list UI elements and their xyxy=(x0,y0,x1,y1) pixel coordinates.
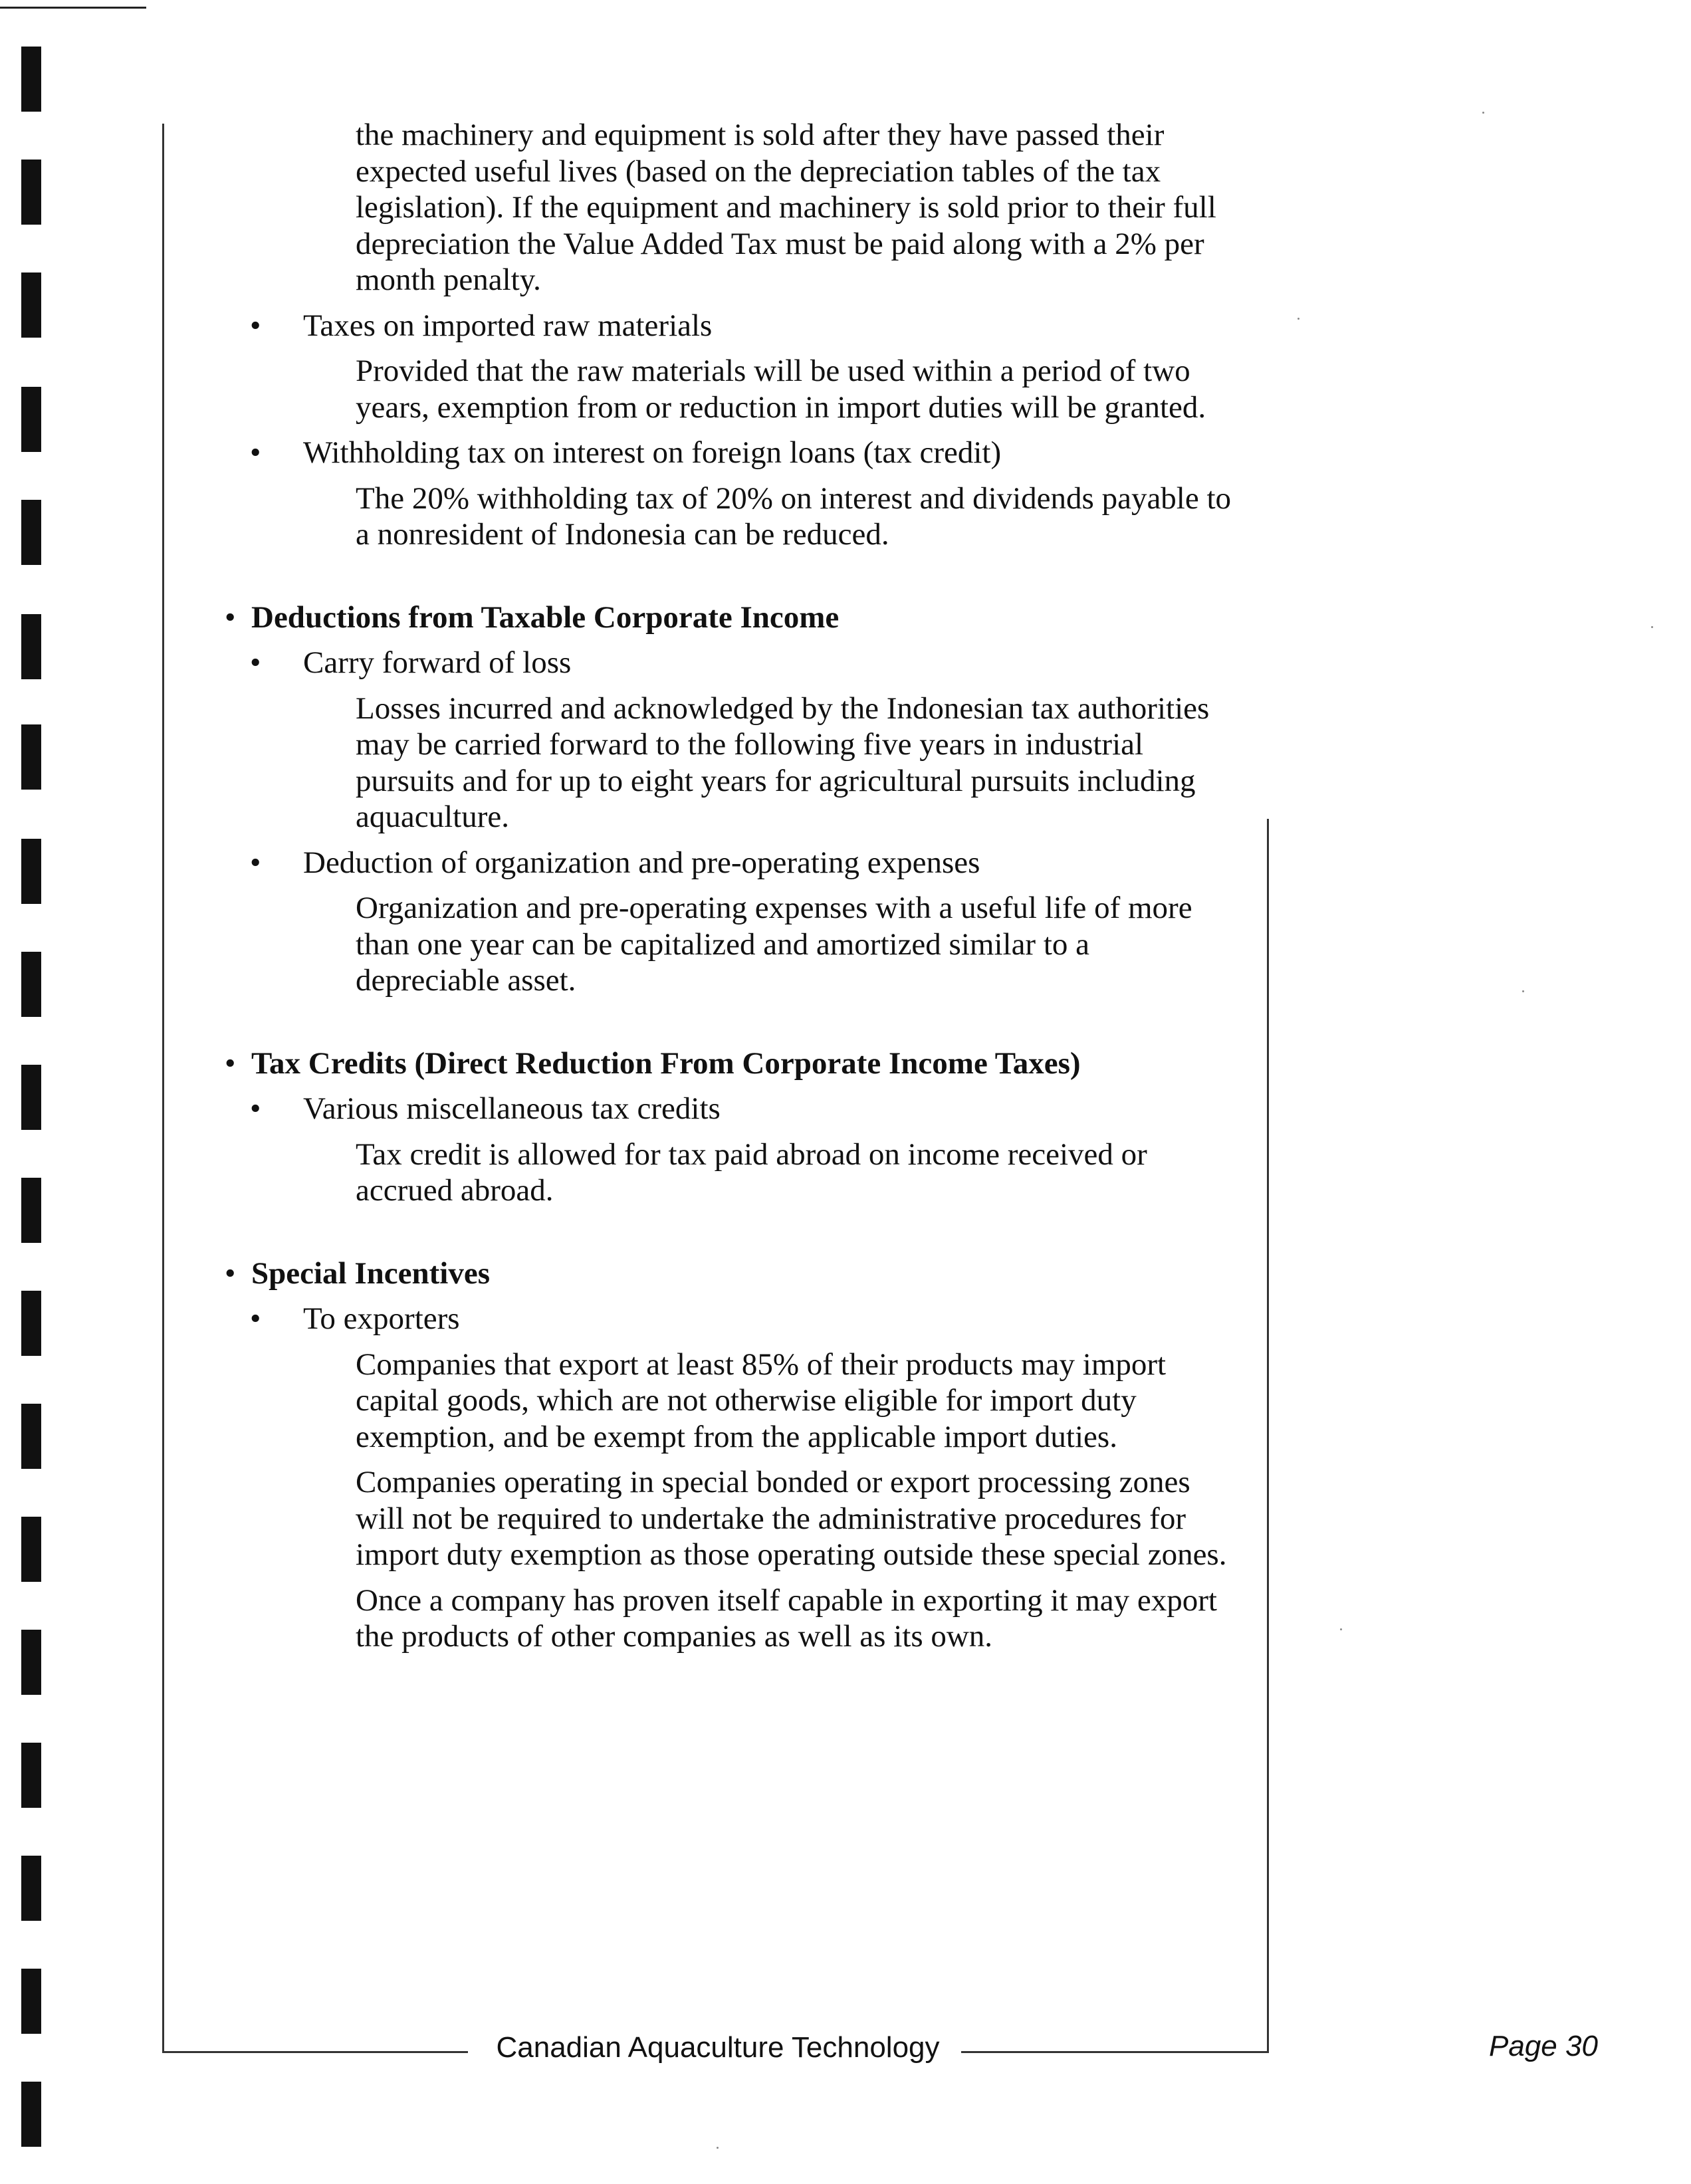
sub-item-title xyxy=(250,1091,1691,1127)
section-heading xyxy=(225,1045,1691,1082)
body-paragraph: Losses incurred and acknowledged by the Indonesian tax authorities may be carried forward to the following five years in industrial pursuits and for up to eight years for agricultural pursuits including aquaculture. xyxy=(356,691,1210,834)
page-number: Page 30 xyxy=(1489,2030,1598,2062)
bullet-icon: • xyxy=(225,1045,236,1081)
sub-item-label: Deduction of organization and pre-operating expenses xyxy=(303,845,980,880)
sub-item-title xyxy=(250,308,1691,344)
binding-mark xyxy=(21,1743,41,1808)
scan-speck xyxy=(1522,990,1524,992)
section-heading-label: Deductions from Taxable Corporate Income xyxy=(251,600,840,635)
sub-item-label: Taxes on imported raw materials xyxy=(303,308,713,343)
bullet-icon: • xyxy=(250,435,261,470)
sub-item-label: Withholding tax on interest on foreign loans (tax credit) xyxy=(303,435,1002,470)
sub-item-label: Various miscellaneous tax credits xyxy=(303,1091,721,1126)
section-heading xyxy=(225,1256,1691,1292)
body-paragraph: Provided that the raw materials will be used within a period of two years, exemption from or reduction in import duties will be granted. xyxy=(356,354,1206,425)
body-paragraph: Tax credit is allowed for tax paid abroad on income received or accrued abroad. xyxy=(356,1137,1147,1208)
body-paragraph: Companies operating in special bonded or export processing zones will not be required to undertake the administrative procedures for import duty exemption as those operating outside these special zones. xyxy=(356,1465,1227,1572)
bullet-icon: • xyxy=(250,1301,261,1336)
sub-item-title xyxy=(250,435,1691,471)
bullet-icon: • xyxy=(250,645,261,680)
scan-speck xyxy=(1297,318,1299,320)
body-paragraph: Once a company has proven itself capable in exporting it may export the products of other companies as well as its own. xyxy=(356,1583,1217,1654)
scan-speck xyxy=(1651,626,1653,628)
footer-title: Canadian Aquaculture Technology xyxy=(496,2031,940,2064)
bullet-icon: • xyxy=(250,308,261,343)
body-paragraph: The 20% withholding tax of 20% on interest and dividends payable to a nonresident of Indonesia can be reduced. xyxy=(356,481,1232,552)
binding-mark xyxy=(21,1856,41,1921)
section-heading-label: Tax Credits (Direct Reduction From Corporate Income Taxes) xyxy=(251,1045,1081,1081)
bullet-icon: • xyxy=(225,600,236,635)
bullet-icon: • xyxy=(250,1091,261,1126)
page-content xyxy=(0,117,1691,1664)
section-heading-label: Special Incentives xyxy=(251,1256,491,1291)
bullet-icon: • xyxy=(225,1256,236,1291)
sub-item-label: Carry forward of loss xyxy=(303,645,572,680)
sub-item-label: To exporters xyxy=(303,1301,460,1336)
footer-rule-right xyxy=(961,2051,1269,2053)
sub-item-title xyxy=(250,1301,1691,1337)
binding-mark xyxy=(21,1969,41,2034)
binding-mark xyxy=(21,2082,41,2147)
footer-rule-left xyxy=(162,2051,468,2053)
tax-exemption-items xyxy=(0,308,1691,553)
section-heading xyxy=(225,600,1691,636)
incentive-sections xyxy=(0,600,1691,1655)
sub-item-title xyxy=(250,645,1691,681)
body-paragraph: Organization and pre-operating expenses with a useful life of more than one year can be capitalized and amortized similar to a depreciable asset. xyxy=(356,891,1192,998)
scan-speck xyxy=(1482,112,1484,114)
binding-mark xyxy=(21,47,41,112)
scan-speck xyxy=(1340,1628,1342,1630)
bullet-icon: • xyxy=(250,845,261,880)
body-paragraph: Companies that export at least 85% of their products may import capital goods, which are not otherwise eligible for import duty exemption, and be exempt from the applicable import duties. xyxy=(356,1347,1167,1454)
intro-paragraph: the machinery and equipment is sold after they have passed their expected useful lives (based on the depreciation tables of the tax legislation). If the equipment and machinery is sold prior to their full depreciation the Value Added Tax must be paid along with a 2% per month penalty. xyxy=(356,118,1216,297)
scan-speck xyxy=(717,2147,719,2149)
sub-item-title xyxy=(250,845,1691,881)
